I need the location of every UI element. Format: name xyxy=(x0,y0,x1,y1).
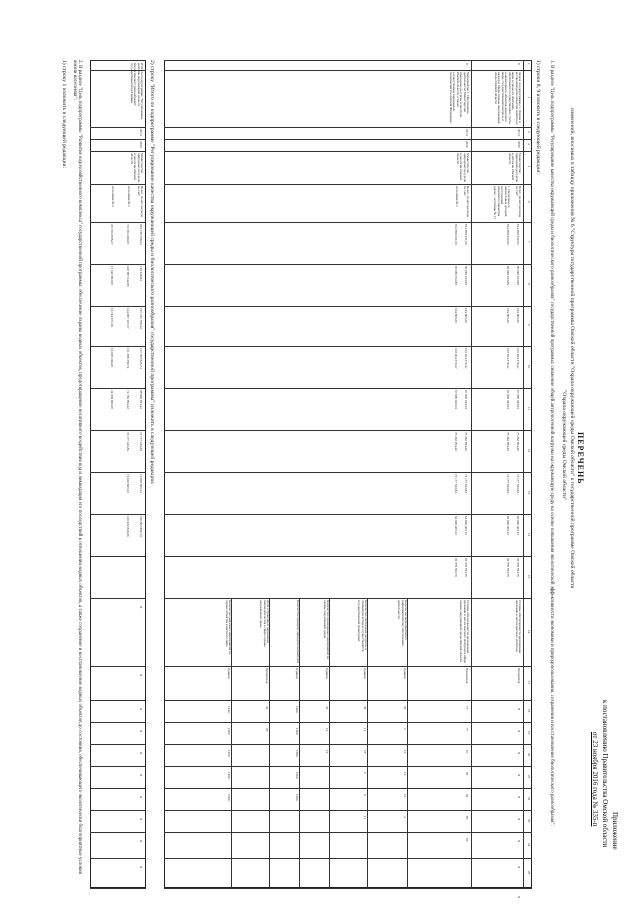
section2-text: 2) строку "Итого по подпрограмме "Регулирование качества окружающей среды и биологического разнообразия" государственной программы" изложить в следующей редакции: xyxy=(149,60,155,485)
row8-value-source1: 92 976 553,76 xyxy=(506,558,510,577)
appendix-line2: от 23 ноября 2016 года № 335-п xyxy=(591,732,599,827)
grid-line xyxy=(164,766,532,767)
grid-line xyxy=(90,556,146,557)
grid-line xyxy=(164,306,532,307)
row9-value-total: 72 177 532,84 xyxy=(464,474,468,493)
row9-indicator-value: 15 xyxy=(325,750,329,754)
row9-indicator-value: 97 xyxy=(465,750,469,754)
grid-line xyxy=(90,60,146,61)
row8-value-total: 72 177 532,84 xyxy=(516,474,520,493)
grid-line xyxy=(164,700,532,701)
grid-line xyxy=(90,514,146,515)
grid-line xyxy=(164,810,532,811)
column-number xyxy=(527,201,530,203)
grid-line xyxy=(90,888,146,889)
row9-indicator-value: 1300 xyxy=(295,794,299,801)
total-value: 24 038 000,00 xyxy=(110,390,114,409)
row8-indicator-value: X xyxy=(517,774,521,777)
row9-value-source1: 614 998 321,93 xyxy=(454,224,458,245)
column-number: 17 xyxy=(527,681,531,685)
row9-indicator-value: 12 xyxy=(325,728,329,732)
row8-name: Задача 4 подпрограммы 1. Охрана и воспроизводство объектов животного мира и среды их обитания, обеспечение государственного учета и мониторинга объектов животного мира, государственный контроль и надзор в сфере охраны окружающей среды Омской области xyxy=(493,72,522,125)
row8-value-total: 90 069 192,85 xyxy=(516,266,520,285)
total-indicator-value: X xyxy=(139,818,143,821)
total-value: 100 987 342,85 xyxy=(126,266,130,287)
grid-line xyxy=(164,788,532,789)
column-number xyxy=(527,283,530,285)
column-number: 10 xyxy=(527,365,531,369)
row8-indicator-value: X xyxy=(517,730,521,733)
row8-value-total: 164 865,29 xyxy=(516,308,520,323)
column-number: 16 xyxy=(527,630,531,634)
column-number: 21 xyxy=(527,775,531,779)
grid-line xyxy=(90,222,146,223)
column-number: 20 xyxy=(527,753,531,757)
column-number xyxy=(527,143,530,145)
row9-value-source1: 72 177 532,84 xyxy=(454,474,458,493)
row9-indicator-unit: Единиц xyxy=(295,668,299,679)
row9-name: Мероприятие 1. Обеспечение деятельности Министерства природных ресурсов и экологии Омской области, а также осуществление переданных полномочий Российской Федерации xyxy=(448,72,470,123)
row9-indicator-value: 25 xyxy=(265,728,269,732)
row9-value-total: 67 696 333,94 xyxy=(464,390,468,409)
row8-value-total: 102 264 370,47 xyxy=(516,348,520,369)
section1-sub: 1) строки 8, 9 изложить в следующей редакции: xyxy=(535,60,541,174)
row9-indicator-unit: Единиц xyxy=(403,668,407,679)
row8-value-source1: 164 865,29 xyxy=(506,308,510,323)
total-value: 144 987 107,27 xyxy=(126,308,130,329)
row9-indicator-value: 1300 xyxy=(227,794,231,801)
row9-indicator-value: 24 xyxy=(325,706,329,710)
column-number: 24 xyxy=(527,843,531,847)
doc-subtitle-1: изменений, вносимых в таблицу приложения № 6 "Структура государственной программы Омской области "Охрана окружающей среды Омской области" к государственной программе Омской области xyxy=(569,108,575,589)
grid-line xyxy=(90,744,146,745)
row9-indicator-value xyxy=(403,728,406,730)
doc-subtitle-2: "Охрана окружающей среды Омской области" xyxy=(561,390,567,501)
row8-value-source1: 102 264 370,47 xyxy=(506,348,510,369)
total-value: 72 777 432,84 xyxy=(139,432,143,451)
row9-indicator-value: 13 xyxy=(403,772,407,776)
grid-line xyxy=(164,264,532,265)
grid-line xyxy=(164,744,532,745)
row9-value-source1: 102 264 370,47 xyxy=(454,348,458,369)
grid-line xyxy=(164,151,532,152)
total-year-end: 2020 xyxy=(139,141,143,148)
row8-indicator-value: X xyxy=(517,866,521,869)
total-value: 161 731 780,43 xyxy=(139,308,143,329)
grid-line xyxy=(90,832,146,833)
row8-value-source1: 614 998 322,93 xyxy=(506,224,510,245)
column-number xyxy=(527,166,530,168)
total-value: 118 236,84 xyxy=(139,266,143,281)
row9-indicator-value: 1440 xyxy=(227,706,231,713)
row8-unit: Процентов xyxy=(517,668,521,684)
row8-value-source1: 67 696 333,94 xyxy=(506,390,510,409)
row9-value-total: 64 826 409,12 xyxy=(464,516,468,535)
total-indicator-value: X xyxy=(139,866,143,869)
row9-indicator-value xyxy=(363,794,366,796)
row8-year-start: 2014 xyxy=(517,129,521,136)
row9-value-source1: 67 696 333,94 xyxy=(454,390,458,409)
row9-indicator-name: Степень обеспеченности надзорными органами и экологического контроля в сфере охраны окружающей среды Омской области xyxy=(459,600,470,664)
grid-line xyxy=(90,430,146,431)
row9-indicator-value: 1400 xyxy=(227,772,231,779)
section3-sub: 1) строку 1 изложить в следующей редакции: xyxy=(61,60,67,169)
grid-line xyxy=(90,858,146,859)
section1-intro: 1. В разделе "Цель подпрограммы "Регулирование качества окружающей среды и биологического разнообразия" государственной программы: снижение общей антропогенной нагрузки на окружающую среду на основе повышения экологической эффективности экономики и природопользования, сохранения и восстановление биологического разнообразия": xyxy=(549,60,554,826)
grid-line xyxy=(164,514,532,515)
row9-year-start: 2014 xyxy=(465,129,469,136)
row9-indicator-unit: Процентов xyxy=(465,668,469,684)
grid-line xyxy=(164,598,532,599)
row9-value-total: 102 264 370,47 xyxy=(464,348,468,369)
total-value: 17 249 893,99 xyxy=(110,266,114,285)
row9-indicator-value: 20 xyxy=(403,706,407,710)
total-indicator-value: X xyxy=(139,840,143,843)
row8-indicator-value: X xyxy=(517,896,521,899)
row9-indicator-value: 13 xyxy=(403,750,407,754)
row9-value-total: 75 362 994,42 xyxy=(464,432,468,451)
column-number: 12 xyxy=(527,449,531,453)
row9-value-source1: 64 826 409,12 xyxy=(454,516,458,535)
row8-indicator-value: X xyxy=(517,752,521,755)
row8-indicator: Степень обеспеченности надзорными органами и экологического контроля xyxy=(514,600,522,654)
row9-indicator-name: Количество проверок природопользователей xyxy=(296,600,300,663)
grid-line xyxy=(90,264,146,265)
row8-no xyxy=(517,63,520,65)
grid-line xyxy=(90,139,146,140)
row9-value-source1: 75 362 994,42 xyxy=(454,432,458,451)
row8-value-total: 64 826 409,12 xyxy=(516,516,520,535)
grid-line xyxy=(164,888,532,889)
row9-value-total: 164 865,29 xyxy=(464,308,468,323)
grid-line xyxy=(164,556,532,557)
row9-indicator-name: Количество мероприятий по информационному обеспечению деятельности xyxy=(397,600,408,646)
row9-indicator-unit: Единиц xyxy=(227,668,231,679)
row8-indicator-value: X xyxy=(517,708,521,711)
grid-line xyxy=(90,700,146,701)
row9-value-source1: 164 865,29 xyxy=(454,308,458,323)
column-number: 25 xyxy=(527,871,531,875)
column-number xyxy=(527,241,530,243)
row8-source-1: 1. Налоговых и неналоговых доходов, поступлений нецелевого характера (далее – источник № 1) xyxy=(493,186,511,219)
row9-value-source1: 90 069 192,85 xyxy=(454,266,458,285)
row9-executor: Министерство природных ресурсов и экологии Омской области xyxy=(455,153,470,183)
grid-line xyxy=(164,388,532,389)
row8-executor: Министерство природных ресурсов и экологии Омской области xyxy=(507,153,522,183)
total-indicator-value: X xyxy=(139,730,143,733)
grid-line xyxy=(90,722,146,723)
row9-indicator-value: 14 xyxy=(363,728,367,732)
row9-value-total: 92 976 553,76 xyxy=(464,558,468,577)
grid-line xyxy=(164,127,532,128)
grid-line xyxy=(164,472,532,473)
row8-year-end: 2020 xyxy=(517,141,521,148)
grid-line xyxy=(164,139,532,140)
total-executor: Министерство природных ресурсов и экологии Омской области xyxy=(129,153,144,183)
grid-line xyxy=(164,60,532,61)
row9-indicator-unit: Единиц xyxy=(363,668,367,679)
column-number: 23 xyxy=(527,819,531,823)
row8-value-source1: 72 177 532,84 xyxy=(506,474,510,493)
row8-value-source1: 64 826 409,12 xyxy=(506,516,510,535)
row9-indicator-unit: Единиц xyxy=(325,668,329,679)
row9-indicator-value: 26 xyxy=(363,706,367,710)
row9-indicator-value: 92 xyxy=(465,794,469,798)
grid-line xyxy=(164,832,532,833)
row9-indicator-value: 92 xyxy=(465,772,469,776)
grid-line xyxy=(164,346,532,347)
total-name: Итого по подпрограмме "Регулирование качества окружающей среды и биологического разнообразия" государственной программы xyxy=(129,63,144,120)
row9-indicator-name: Доля устраненных нарушений законодательства в сфере охраны окружающей среды xyxy=(259,600,270,647)
total-indicator-value: X xyxy=(139,708,143,711)
row9-indicator-value: 13 xyxy=(403,794,407,798)
appendix-line1: к постановлению Правительства Омской области xyxy=(601,700,609,848)
row8-value-source1: 90 069 192,85 xyxy=(506,266,510,285)
row9-indicator-value: 1500 xyxy=(295,728,299,735)
column-number: 15 xyxy=(527,575,531,579)
appendix-label: Приложение xyxy=(611,812,619,850)
column-number: 11 xyxy=(527,407,531,411)
row9-indicator-value: 1400 xyxy=(227,728,231,735)
grid-line xyxy=(90,184,146,185)
row8-indicator-value: X xyxy=(517,796,521,799)
row8-source-total: Всего, из них расходы за счет: xyxy=(514,186,522,218)
row8-value-source1: 75 362 994,42 xyxy=(506,432,510,451)
total-value: 169 892 869,13 xyxy=(139,516,143,537)
row8-value-total: 92 976 553,76 xyxy=(516,558,520,577)
grid-line xyxy=(90,127,146,128)
total-value: 74 892 099,12 xyxy=(139,474,143,493)
total-value: 16 744 673,16 xyxy=(110,308,114,327)
total-value: 16 009 246,00 xyxy=(110,348,114,367)
total-indicator-value: X xyxy=(139,752,143,755)
total-source-total: Всего, из них расходы за счет: xyxy=(136,186,144,218)
grid-line xyxy=(164,70,532,71)
grid-line xyxy=(164,222,532,223)
grid-line xyxy=(90,598,146,599)
total-source-2: источника № 2 xyxy=(111,186,115,207)
total-value: 98 820 994,42 xyxy=(139,390,143,409)
column-number xyxy=(527,63,530,65)
row9-value-total: 90 069 192,85 xyxy=(464,266,468,285)
row9-indicator-value: 95 xyxy=(465,838,469,842)
row9-value-source1: 92 976 553,76 xyxy=(454,558,458,577)
row9-indicator-name: Количество проведенных мероприятий по охране окружающей среды xyxy=(322,600,330,660)
total-value: 72 177 432,84 xyxy=(126,432,130,451)
row9-year-end: 2020 xyxy=(465,141,469,148)
row9-indicator-name: Количество охотничьих ресурсов, в отношении которых осуществляется государственный мониторинг xyxy=(357,600,368,652)
indicator-separator xyxy=(407,598,408,888)
column-number: 14 xyxy=(527,533,531,537)
row8-value-total: 614 998 322,93 xyxy=(516,224,520,245)
grid-line xyxy=(90,388,146,389)
total-value: 127 395 605,74 xyxy=(139,348,143,369)
row8-indicator-value: X xyxy=(517,840,521,843)
row8-value-total: 67 696 333,94 xyxy=(516,390,520,409)
row9-indicator-value: 77 xyxy=(465,728,469,732)
grid-line xyxy=(90,810,146,811)
grid-line xyxy=(90,306,146,307)
row9-value-total: 614 998 321,93 xyxy=(464,224,468,245)
row9-indicator-value: 22 xyxy=(265,706,269,710)
column-number: 22 xyxy=(527,797,531,801)
grid-line xyxy=(164,858,532,859)
row9-source-total: Всего, из них расходы за счет: xyxy=(462,186,470,218)
row8-indicator-value: X xyxy=(517,818,521,821)
doc-title: ПЕРЕЧЕНЬ xyxy=(576,432,585,485)
grid-line xyxy=(90,346,146,347)
total-indicator-value: X xyxy=(139,774,143,777)
grid-line xyxy=(90,666,146,667)
row9-no xyxy=(465,63,468,65)
column-number xyxy=(527,324,530,326)
total-source-1: источника № 1 xyxy=(127,186,131,207)
grid-line xyxy=(164,430,532,431)
column-number: 19 xyxy=(527,731,531,735)
row9-indicator-name: Количество рейдовых мероприятий по охране объектов животного мира xyxy=(224,600,232,655)
row8-value-total: 75 362 994,42 xyxy=(516,432,520,451)
total-indicator-value: X xyxy=(139,606,143,609)
grid-line xyxy=(90,151,146,152)
total-indicator-value: X xyxy=(139,674,143,677)
grid-line xyxy=(164,722,532,723)
total-value: 74 602 609,12 xyxy=(126,474,130,493)
column-number xyxy=(527,131,530,133)
row9-indicator-value: 1420 xyxy=(227,750,231,757)
row9-indicator-value: 1400 xyxy=(295,706,299,713)
total-value: 923 156 298,34 xyxy=(139,224,143,245)
total-value: 74 782 994,42 xyxy=(126,390,130,409)
grid-line xyxy=(90,788,146,789)
row9-indicator-value xyxy=(403,816,406,818)
column-number: 13 xyxy=(527,491,531,495)
total-value: 149 492 843,36 xyxy=(126,516,130,537)
total-value: 711 563 460,07 xyxy=(126,224,130,245)
section3-text: 2. В разделе "Цель подпрограммы "Развитие водохозяйственного комплекса" государственной программы: обеспечение охраны водных объектов, предотвращение негативного воздействия вод и ликвидация его последствий в отношении водных объектов, а также сохранение и восстановление водных объектов до состояния, обеспечивающего экологически благоприятные условия жизни населения": xyxy=(71,60,82,874)
row9-indicator-value xyxy=(363,772,366,774)
total-value: 211 592 838,27 xyxy=(110,224,114,245)
row9-indicator-value: 77 xyxy=(465,706,469,710)
total-value: 111 386 359,74 xyxy=(126,348,130,369)
grid-line xyxy=(164,184,532,185)
row9-indicator-value: 11 xyxy=(363,816,367,820)
grid-line xyxy=(90,766,146,767)
row9-indicator-value: 93 xyxy=(465,816,469,820)
column-number xyxy=(527,97,530,99)
row9-indicator-value: 18 xyxy=(363,750,367,754)
total-year-start: 2014 xyxy=(139,129,143,136)
grid-line xyxy=(90,472,146,473)
row9-indicator-value: 1500 xyxy=(295,772,299,779)
total-indicator-value: X xyxy=(139,796,143,799)
row9-indicator-value: 1500 xyxy=(295,750,299,757)
row9-source-1: источника № 1 xyxy=(455,186,459,207)
grid-line xyxy=(164,666,532,667)
column-number: 18 xyxy=(527,709,531,713)
row9-indicator-unit: Процентов xyxy=(265,668,269,684)
